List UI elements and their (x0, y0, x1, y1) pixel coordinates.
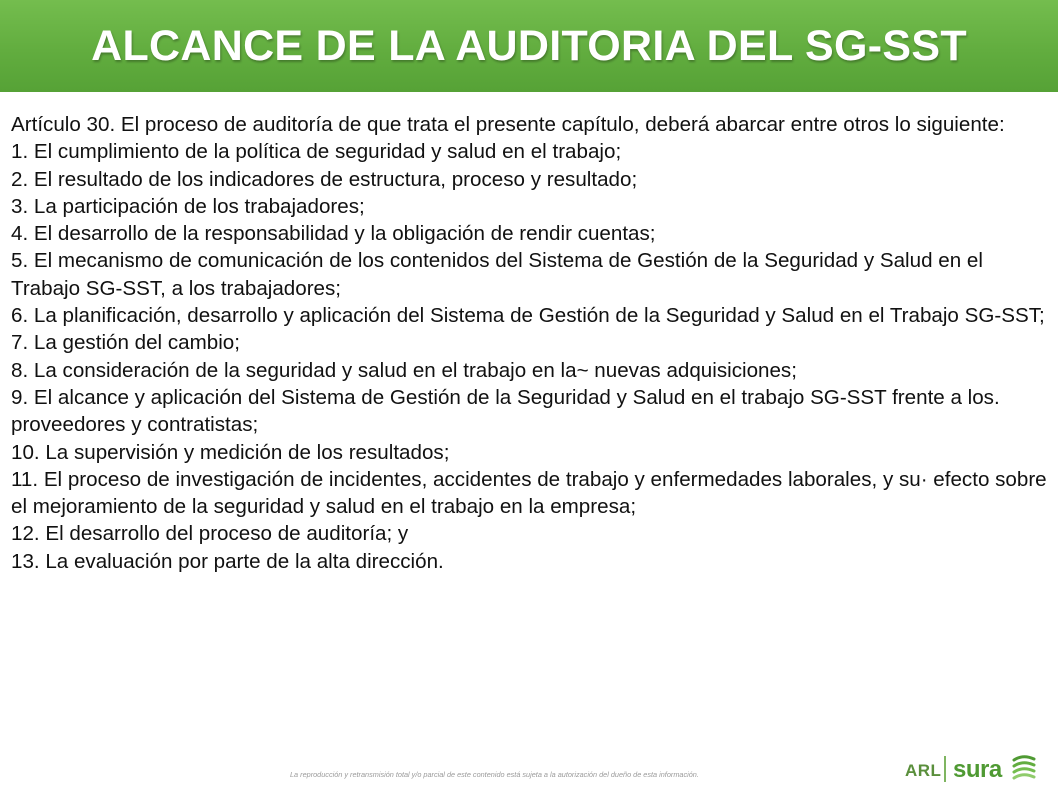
logo-sura-text: sura (953, 756, 1002, 783)
list-item-3: 3. La participación de los trabajadores; (11, 194, 365, 218)
logo-divider (944, 756, 946, 782)
article-text (11, 111, 1051, 575)
sura-wave-icon (1011, 754, 1037, 782)
article-intro: Artículo 30. El proceso de auditoría de que trata el presente capítulo, deberá abarcar entre otros lo siguiente: (11, 113, 1005, 136)
list-item-9: 9. El alcance y aplicación del Sistema de Gestión de la Seguridad y Salud en el trabajo SG-SST frente a los. proveedores y contratistas; (11, 385, 1000, 437)
list-item-2: 2. El resultado de los indicadores de estructura, proceso y resultado; (11, 167, 638, 191)
list-item-8: 8. La consideración de la seguridad y salud en el trabajo en la~ nuevas adquisiciones; (11, 358, 797, 382)
slide-title: ALCANCE DE LA AUDITORIA DEL SG-SST (91, 21, 967, 70)
list-item-6: 6. La planificación, desarrollo y aplicación del Sistema de Gestión de la Seguridad y Salud en el Trabajo SG-SST; (11, 304, 1045, 328)
copyright-notice: La reproducción y retransmisión total y/o parcial de este contenido está sujeta a la autorización del dueño de esta información. (290, 770, 699, 779)
list-item-13: 13. La evaluación por parte de la alta dirección. (11, 549, 444, 573)
arl-sura-logo (905, 752, 1035, 784)
list-item-1: 1. El cumplimiento de la política de seguridad y salud en el trabajo; (11, 140, 622, 164)
list-item-11: 11. El proceso de investigación de incidentes, accidentes de trabajo y enfermedades laborales, y su· efecto sobre el mejoramiento de la seguridad y salud en el trabajo en la empresa; (11, 467, 1047, 519)
list-item-10: 10. La supervisión y medición de los resultados; (11, 440, 450, 464)
list-item-4: 4. El desarrollo de la responsabilidad y la obligación de rendir cuentas; (11, 222, 656, 246)
list-item-12: 12. El desarrollo del proceso de auditoría; y (11, 522, 409, 546)
list-item-5: 5. El mecanismo de comunicación de los contenidos del Sistema de Gestión de la Seguridad y Salud en el Trabajo SG-SST, a los trabajadores; (11, 249, 983, 300)
list-item-7: 7. La gestión del cambio; (11, 331, 240, 355)
logo-arl-text: ARL (905, 761, 942, 780)
